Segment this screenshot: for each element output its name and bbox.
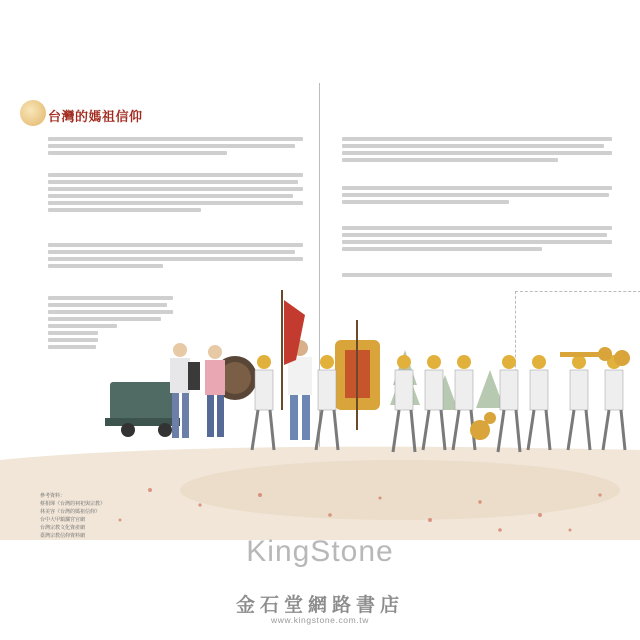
left-paragraph-2 (48, 170, 303, 215)
right-paragraph-3 (342, 223, 612, 254)
article-title: 台灣的媽祖信仰 (48, 110, 143, 125)
watermark-url: www.kingstone.com.tw (271, 615, 369, 625)
references-label: 參考資料： (40, 493, 66, 499)
reference-line: 林美容《台灣的媽祖信仰》 (40, 509, 101, 515)
watermark-brand: KingStone (246, 535, 394, 568)
watermark-store-name: 金石堂網路書店 (235, 594, 404, 616)
reference-line: 台灣宗教文化資產網 (40, 525, 86, 531)
right-paragraph-1 (342, 134, 612, 165)
left-paragraph-3 (48, 240, 303, 271)
section-badge-icon (20, 100, 46, 126)
reference-line: 臺灣宗教信仰資料網 (40, 533, 86, 539)
left-paragraph-1 (48, 134, 303, 158)
right-paragraph-4 (342, 270, 612, 280)
references-block (40, 492, 105, 540)
right-paragraph-2 (342, 183, 612, 207)
reference-line: 台中大甲鎮瀾宮官網 (40, 517, 86, 523)
reference-line: 蔡相煇《台灣的祠祀與宗教》 (40, 501, 106, 507)
